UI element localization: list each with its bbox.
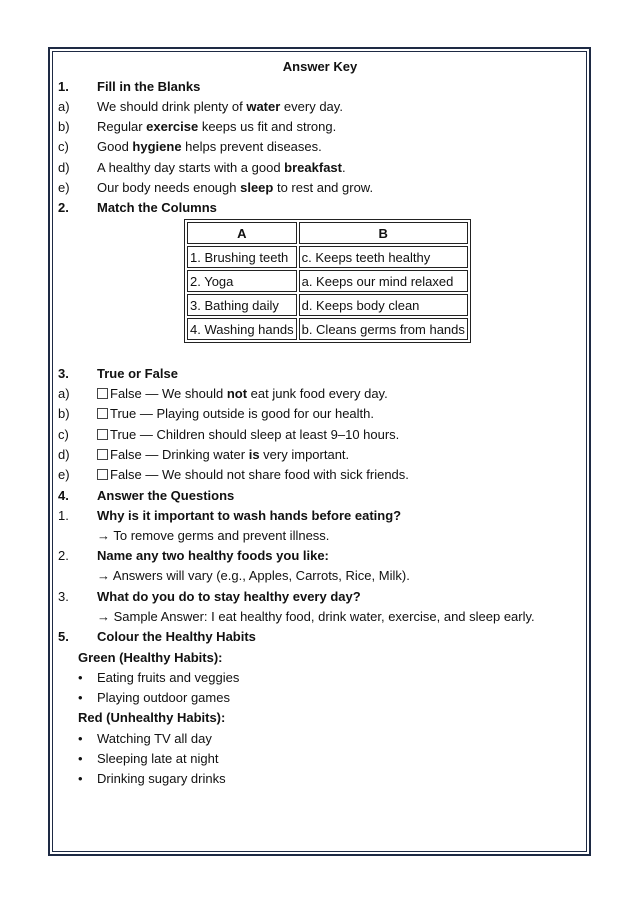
match-cell-b: c. Keeps teeth healthy [299, 246, 468, 268]
checkbox-icon [97, 449, 108, 460]
fill-item-b: Regular exercise keeps us fit and strong. [97, 119, 337, 134]
section-2-number: 2. [58, 200, 69, 215]
list-item: Drinking sugary drinks [97, 771, 226, 786]
fill-answer-a: water [246, 99, 281, 114]
match-cell-a: 4. Washing hands [187, 318, 297, 340]
list-item: Eating fruits and veggies [97, 670, 240, 685]
fill-item-d-mark: d) [58, 160, 70, 175]
tf-item-e: False — We should not share food with sick friends. [97, 467, 409, 483]
match-table [184, 219, 471, 343]
fill-item-c: Good hygiene helps prevent diseases. [97, 139, 322, 154]
question-3: What do you do to stay healthy every day? [97, 589, 361, 604]
answer-3: → Sample Answer: I eat healthy food, drink water, exercise, and sleep early. [97, 609, 535, 624]
page-title: Answer Key [282, 59, 358, 74]
fill-item-d: A healthy day starts with a good breakfast. [97, 160, 346, 175]
match-header-a: A [187, 222, 297, 244]
bullet-icon: • [78, 731, 83, 746]
question-1-mark: 1. [58, 508, 69, 523]
match-cell-b: b. Cleans germs from hands [299, 318, 468, 340]
section-4-heading: Answer the Questions [97, 488, 235, 503]
list-item: Playing outdoor games [97, 690, 230, 705]
section-3-number: 3. [58, 366, 69, 381]
question-2: Name any two healthy foods you like: [97, 548, 329, 563]
green-heading: Green (Healthy Habits): [78, 650, 223, 665]
answer-2: → Answers will vary (e.g., Apples, Carrots, Rice, Milk). [97, 568, 410, 583]
tf-item-e-mark: e) [58, 467, 70, 482]
fill-item-a: We should drink plenty of water every day. [97, 99, 343, 114]
fill-answer-b: exercise [146, 119, 199, 134]
match-cell-b: d. Keeps body clean [299, 294, 468, 316]
section-3-heading: True or False [97, 366, 178, 381]
tf-item-b: True — Playing outside is good for our health. [97, 406, 374, 422]
question-3-mark: 3. [58, 589, 69, 604]
section-5-heading: Colour the Healthy Habits [97, 629, 256, 644]
tf-item-c: True — Children should sleep at least 9–10 hours. [97, 427, 399, 443]
bullet-icon: • [78, 751, 83, 766]
tf-item-d: False — Drinking water is very important. [97, 447, 349, 463]
tf-item-c-mark: c) [58, 427, 69, 442]
list-item: Watching TV all day [97, 731, 212, 746]
checkbox-icon [97, 388, 108, 399]
question-2-mark: 2. [58, 548, 69, 563]
section-5-number: 5. [58, 629, 69, 644]
tf-item-d-mark: d) [58, 447, 70, 462]
answer-1: → To remove germs and prevent illness. [97, 528, 330, 543]
match-cell-a: 2. Yoga [187, 270, 297, 292]
tf-item-a: False — We should not eat junk food every day. [97, 386, 388, 402]
fill-item-e-mark: e) [58, 180, 70, 195]
section-1-number: 1. [58, 79, 69, 94]
tf-item-a-mark: a) [58, 386, 70, 401]
match-table-header [187, 222, 468, 244]
question-1: Why is it important to wash hands before eating? [97, 508, 402, 523]
fill-item-b-mark: b) [58, 119, 70, 134]
match-header-b: B [299, 222, 468, 244]
list-item: Sleeping late at night [97, 751, 219, 766]
checkbox-icon [97, 469, 108, 480]
fill-answer-e: sleep [240, 180, 274, 195]
fill-item-a-mark: a) [58, 99, 70, 114]
section-2-heading: Match the Columns [97, 200, 217, 215]
match-cell-a: 1. Brushing teeth [187, 246, 297, 268]
red-heading: Red (Unhealthy Habits): [78, 710, 226, 725]
bullet-icon: • [78, 771, 83, 786]
table-row [187, 294, 468, 316]
bullet-icon: • [78, 690, 83, 705]
checkbox-icon [97, 429, 108, 440]
table-row [187, 318, 468, 340]
section-4-number: 4. [58, 488, 69, 503]
bullet-icon: • [78, 670, 83, 685]
fill-item-e: Our body needs enough sleep to rest and grow. [97, 180, 374, 195]
section-1-heading: Fill in the Blanks [97, 79, 201, 94]
table-row [187, 270, 468, 292]
checkbox-icon [97, 408, 108, 419]
match-cell-b: a. Keeps our mind relaxed [299, 270, 468, 292]
match-cell-a: 3. Bathing daily [187, 294, 297, 316]
table-row [187, 246, 468, 268]
fill-item-c-mark: c) [58, 139, 69, 154]
fill-answer-d: breakfast [284, 160, 342, 175]
tf-item-b-mark: b) [58, 406, 70, 421]
fill-answer-c: hygiene [132, 139, 182, 154]
